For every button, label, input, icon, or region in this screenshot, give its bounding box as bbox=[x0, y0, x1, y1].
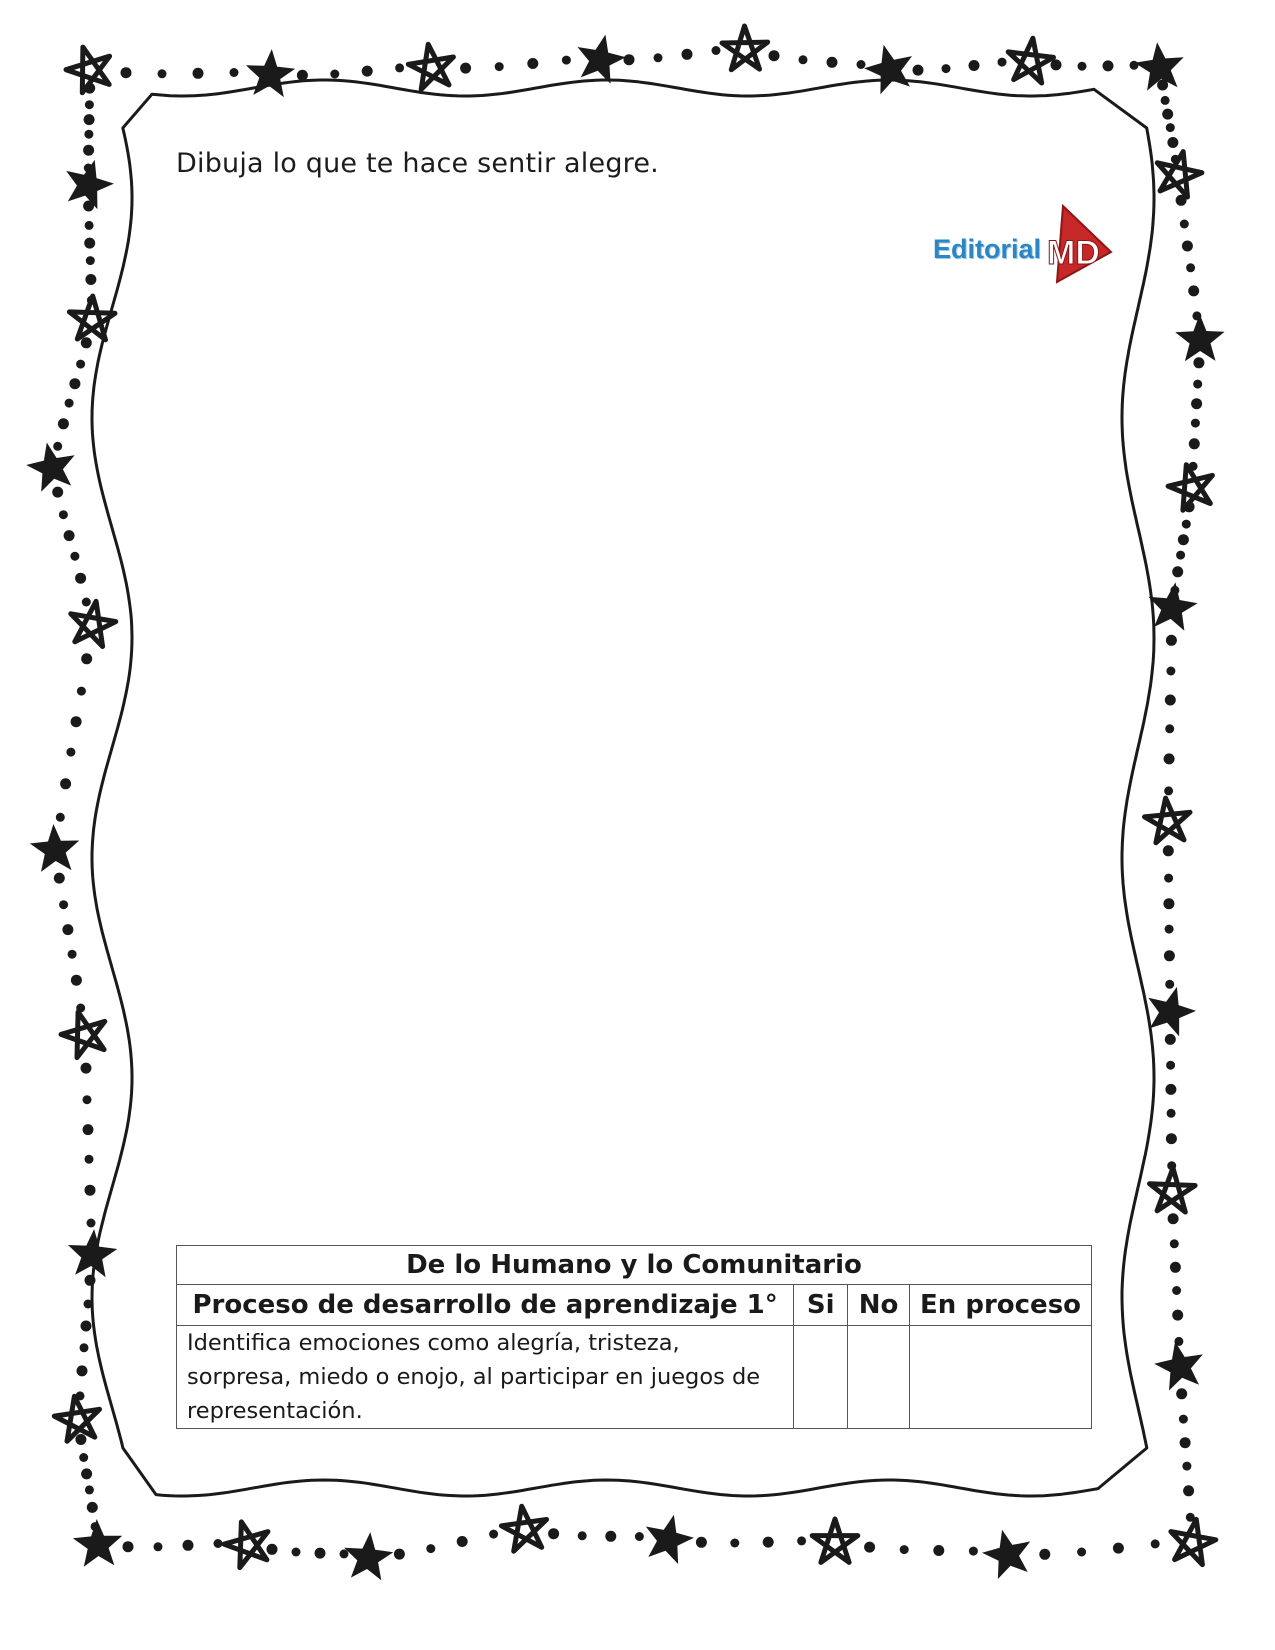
border-dot bbox=[85, 100, 94, 109]
border-dot bbox=[87, 1502, 98, 1513]
border-dot bbox=[52, 487, 63, 498]
border-dot bbox=[60, 778, 71, 789]
border-dot bbox=[1151, 1539, 1160, 1548]
table-row bbox=[177, 1326, 1092, 1429]
border-dot bbox=[1164, 950, 1175, 961]
border-dot bbox=[933, 1545, 944, 1556]
border-dot bbox=[1166, 635, 1177, 646]
border-dot bbox=[330, 70, 339, 79]
drawing-instruction: Dibuja lo que te hace sentir alegre. bbox=[176, 148, 659, 179]
border-dot bbox=[605, 1531, 616, 1542]
border-dot bbox=[85, 221, 94, 230]
border-dot bbox=[1166, 1133, 1177, 1144]
border-dot bbox=[1165, 724, 1174, 733]
border-dot bbox=[83, 1095, 92, 1104]
border-dot bbox=[340, 1549, 349, 1558]
filled-star-icon bbox=[1148, 987, 1196, 1036]
border-dot bbox=[1186, 1513, 1195, 1522]
border-dot bbox=[696, 1537, 707, 1548]
border-dot bbox=[1176, 1388, 1187, 1399]
border-dot bbox=[654, 53, 663, 62]
border-dot bbox=[53, 442, 62, 451]
border-dot bbox=[54, 873, 65, 884]
evaluation-table bbox=[176, 1245, 1092, 1429]
border-dot bbox=[79, 1453, 88, 1462]
border-dot bbox=[87, 1219, 96, 1228]
filled-star-icon bbox=[246, 49, 295, 97]
border-dot bbox=[1164, 786, 1173, 795]
border-dot bbox=[83, 1124, 94, 1135]
border-dot bbox=[969, 1547, 978, 1556]
border-dot bbox=[969, 60, 980, 71]
border-dot bbox=[730, 1539, 739, 1548]
border-dot bbox=[80, 1343, 89, 1352]
border-dot bbox=[799, 55, 808, 64]
border-dot bbox=[1039, 1549, 1050, 1560]
outline-star-icon bbox=[54, 1396, 99, 1441]
border-dot bbox=[1163, 845, 1174, 856]
border-dot bbox=[1166, 667, 1175, 676]
border-dot bbox=[81, 1468, 92, 1479]
border-dot bbox=[59, 510, 68, 519]
border-dot bbox=[64, 530, 75, 541]
logo-mark-text: MD bbox=[1047, 234, 1100, 272]
outline-star-icon bbox=[501, 1506, 546, 1551]
border-dot bbox=[1193, 380, 1202, 389]
table-title-row bbox=[177, 1246, 1092, 1285]
border-dot bbox=[1164, 753, 1175, 764]
logo-triangle-icon bbox=[1043, 204, 1113, 286]
border-dot bbox=[763, 1537, 774, 1548]
border-dot bbox=[84, 238, 95, 249]
border-dot bbox=[1182, 1462, 1191, 1471]
border-dot bbox=[81, 1063, 92, 1074]
border-dot bbox=[77, 687, 86, 696]
border-dot bbox=[712, 46, 721, 55]
border-dot bbox=[1077, 1548, 1086, 1557]
border-dot bbox=[857, 60, 866, 69]
border-dot bbox=[1170, 586, 1179, 595]
border-dot bbox=[230, 68, 239, 77]
header-no: No bbox=[848, 1285, 910, 1326]
border-dot bbox=[1179, 1415, 1188, 1424]
outline-star-icon bbox=[408, 44, 453, 89]
border-dot bbox=[1103, 60, 1114, 71]
border-dot bbox=[1176, 551, 1185, 560]
border-dot bbox=[183, 1540, 194, 1551]
border-dot bbox=[123, 1541, 134, 1552]
learning-process-description: Identifica emociones como alegría, tristeza, sorpresa, miedo o enojo, al participar en juegos de representación. bbox=[177, 1326, 794, 1429]
outline-star-icon bbox=[1150, 1168, 1196, 1212]
filled-star-icon bbox=[1175, 314, 1224, 361]
border-dot bbox=[154, 1542, 163, 1551]
outline-star-icon bbox=[1171, 1519, 1216, 1564]
border-dot bbox=[900, 1545, 909, 1554]
border-dot bbox=[76, 1004, 85, 1013]
filled-star-icon bbox=[982, 1530, 1030, 1579]
border-dot bbox=[1180, 1437, 1191, 1448]
filled-star-icon bbox=[26, 443, 74, 492]
border-dot bbox=[578, 1531, 587, 1540]
border-dot bbox=[562, 56, 571, 65]
border-dot bbox=[315, 1548, 326, 1559]
border-dot bbox=[1165, 1034, 1176, 1045]
filled-star-icon bbox=[578, 35, 626, 84]
filled-star-icon bbox=[864, 45, 912, 94]
border-dot bbox=[624, 54, 635, 65]
border-dot bbox=[66, 748, 75, 757]
outline-star-icon bbox=[71, 601, 116, 646]
filled-star-icon bbox=[344, 1532, 393, 1580]
border-dot bbox=[1167, 1161, 1176, 1170]
border-dot bbox=[394, 1549, 405, 1560]
border-dot bbox=[65, 399, 74, 408]
outline-star-icon bbox=[1145, 798, 1191, 843]
logo-text: Editorial bbox=[933, 234, 1042, 264]
border-dot bbox=[1193, 357, 1204, 368]
border-dot bbox=[913, 65, 924, 76]
border-dot bbox=[457, 1536, 468, 1547]
border-dot bbox=[59, 900, 68, 909]
outline-star-icon bbox=[61, 1012, 105, 1058]
border-dot bbox=[58, 418, 69, 429]
border-dot bbox=[1189, 438, 1200, 449]
border-dot bbox=[71, 716, 82, 727]
border-dot bbox=[864, 1542, 875, 1553]
border-dot bbox=[635, 1532, 644, 1541]
no-checkbox-cell[interactable] bbox=[848, 1326, 910, 1429]
border-dot bbox=[214, 1539, 223, 1548]
border-dot bbox=[1191, 419, 1200, 428]
border-dot bbox=[81, 653, 92, 664]
border-dot bbox=[998, 58, 1007, 67]
border-dot bbox=[827, 57, 838, 68]
border-dot bbox=[1163, 898, 1174, 909]
border-dot bbox=[1166, 123, 1175, 132]
border-dot bbox=[1184, 501, 1195, 512]
header-si: Si bbox=[794, 1285, 848, 1326]
border-dot bbox=[87, 296, 96, 305]
border-dot bbox=[1178, 534, 1189, 545]
border-dot bbox=[84, 1300, 93, 1309]
border-dot bbox=[1113, 1543, 1124, 1554]
border-dot bbox=[85, 1185, 96, 1196]
border-dot bbox=[1164, 874, 1173, 883]
border-dot bbox=[1191, 398, 1202, 409]
border-dot bbox=[769, 50, 780, 61]
border-dot bbox=[1180, 220, 1189, 229]
header-learning-process: Proceso de desarrollo de aprendizaje 1° bbox=[177, 1285, 794, 1326]
border-dot bbox=[1161, 96, 1170, 105]
outline-star-icon bbox=[224, 1522, 268, 1568]
border-dot bbox=[297, 70, 308, 81]
border-dot bbox=[1168, 1213, 1179, 1224]
border-dot bbox=[1176, 195, 1187, 206]
border-dot bbox=[83, 145, 94, 156]
outline-star-icon bbox=[812, 1519, 858, 1562]
border-dot bbox=[1186, 263, 1195, 272]
table-header-row bbox=[177, 1285, 1092, 1326]
si-checkbox-cell[interactable] bbox=[794, 1326, 848, 1429]
border-dot bbox=[292, 1548, 301, 1557]
border-dot bbox=[86, 256, 95, 265]
border-dot bbox=[1171, 155, 1180, 164]
border-dot bbox=[76, 1391, 85, 1400]
border-dot bbox=[1165, 925, 1174, 934]
border-dot bbox=[85, 1485, 94, 1494]
border-dot bbox=[527, 58, 538, 69]
border-dot bbox=[85, 1275, 96, 1286]
border-dot bbox=[1167, 1109, 1176, 1118]
border-dot bbox=[84, 83, 95, 94]
border-dot bbox=[91, 1522, 100, 1531]
border-dot bbox=[1188, 285, 1199, 296]
border-dot bbox=[69, 378, 80, 389]
border-dot bbox=[84, 114, 95, 125]
border-dot bbox=[1189, 462, 1198, 471]
border-dot bbox=[1165, 1084, 1176, 1095]
editorial-md-logo bbox=[933, 204, 1113, 286]
border-dot bbox=[1130, 61, 1139, 70]
border-dot bbox=[1051, 59, 1062, 70]
filled-star-icon bbox=[30, 824, 79, 872]
border-dot bbox=[1174, 1337, 1183, 1346]
border-dot bbox=[1165, 695, 1176, 706]
border-dot bbox=[81, 337, 92, 348]
border-dot bbox=[1165, 980, 1174, 989]
border-dot bbox=[121, 67, 132, 78]
border-dot bbox=[1166, 1061, 1175, 1070]
en-proceso-checkbox-cell[interactable] bbox=[910, 1326, 1092, 1429]
filled-star-icon bbox=[1154, 1342, 1203, 1391]
border-dot bbox=[85, 274, 96, 285]
border-dot bbox=[1172, 1310, 1183, 1321]
border-dot bbox=[62, 924, 73, 935]
border-dot bbox=[81, 1321, 92, 1332]
border-dot bbox=[1172, 566, 1183, 577]
border-dot bbox=[267, 1544, 278, 1555]
table-title: De lo Humano y lo Comunitario bbox=[177, 1246, 1092, 1285]
border-dot bbox=[1182, 520, 1191, 529]
border-dot bbox=[1157, 80, 1168, 91]
border-dot bbox=[426, 1544, 435, 1553]
border-dot bbox=[158, 69, 167, 78]
border-dot bbox=[68, 950, 77, 959]
border-dot bbox=[77, 1365, 88, 1376]
border-dot bbox=[76, 360, 85, 369]
border-dot bbox=[71, 975, 82, 986]
border-dot bbox=[548, 1528, 559, 1539]
border-dot bbox=[1170, 1262, 1181, 1273]
border-dot bbox=[1182, 241, 1193, 252]
border-dot bbox=[83, 201, 94, 212]
border-dot bbox=[489, 1530, 498, 1539]
border-dot bbox=[193, 68, 204, 79]
border-dot bbox=[460, 63, 471, 74]
outline-star-icon bbox=[722, 26, 768, 70]
border-dot bbox=[797, 1536, 806, 1545]
border-dot bbox=[1192, 311, 1201, 320]
border-dot bbox=[1162, 109, 1173, 120]
border-dot bbox=[75, 573, 86, 584]
border-dot bbox=[56, 813, 65, 822]
border-dot bbox=[1167, 137, 1178, 148]
border-dot bbox=[82, 598, 91, 607]
outline-star-icon bbox=[1008, 38, 1053, 83]
border-dot bbox=[395, 63, 404, 72]
border-dot bbox=[1172, 1286, 1181, 1295]
border-dot bbox=[84, 130, 93, 139]
border-dot bbox=[362, 66, 373, 77]
header-en-proceso: En proceso bbox=[910, 1285, 1092, 1326]
border-dot bbox=[85, 1155, 94, 1164]
border-dot bbox=[682, 49, 693, 60]
border-dot bbox=[70, 552, 79, 561]
filled-star-icon bbox=[646, 1515, 694, 1564]
border-dot bbox=[1078, 62, 1087, 71]
border-dot bbox=[942, 64, 951, 73]
border-dot bbox=[1170, 1239, 1179, 1248]
border-dot bbox=[495, 62, 504, 71]
border-dot bbox=[84, 164, 93, 173]
border-dot bbox=[1183, 1485, 1194, 1496]
border-dot bbox=[75, 1434, 86, 1445]
